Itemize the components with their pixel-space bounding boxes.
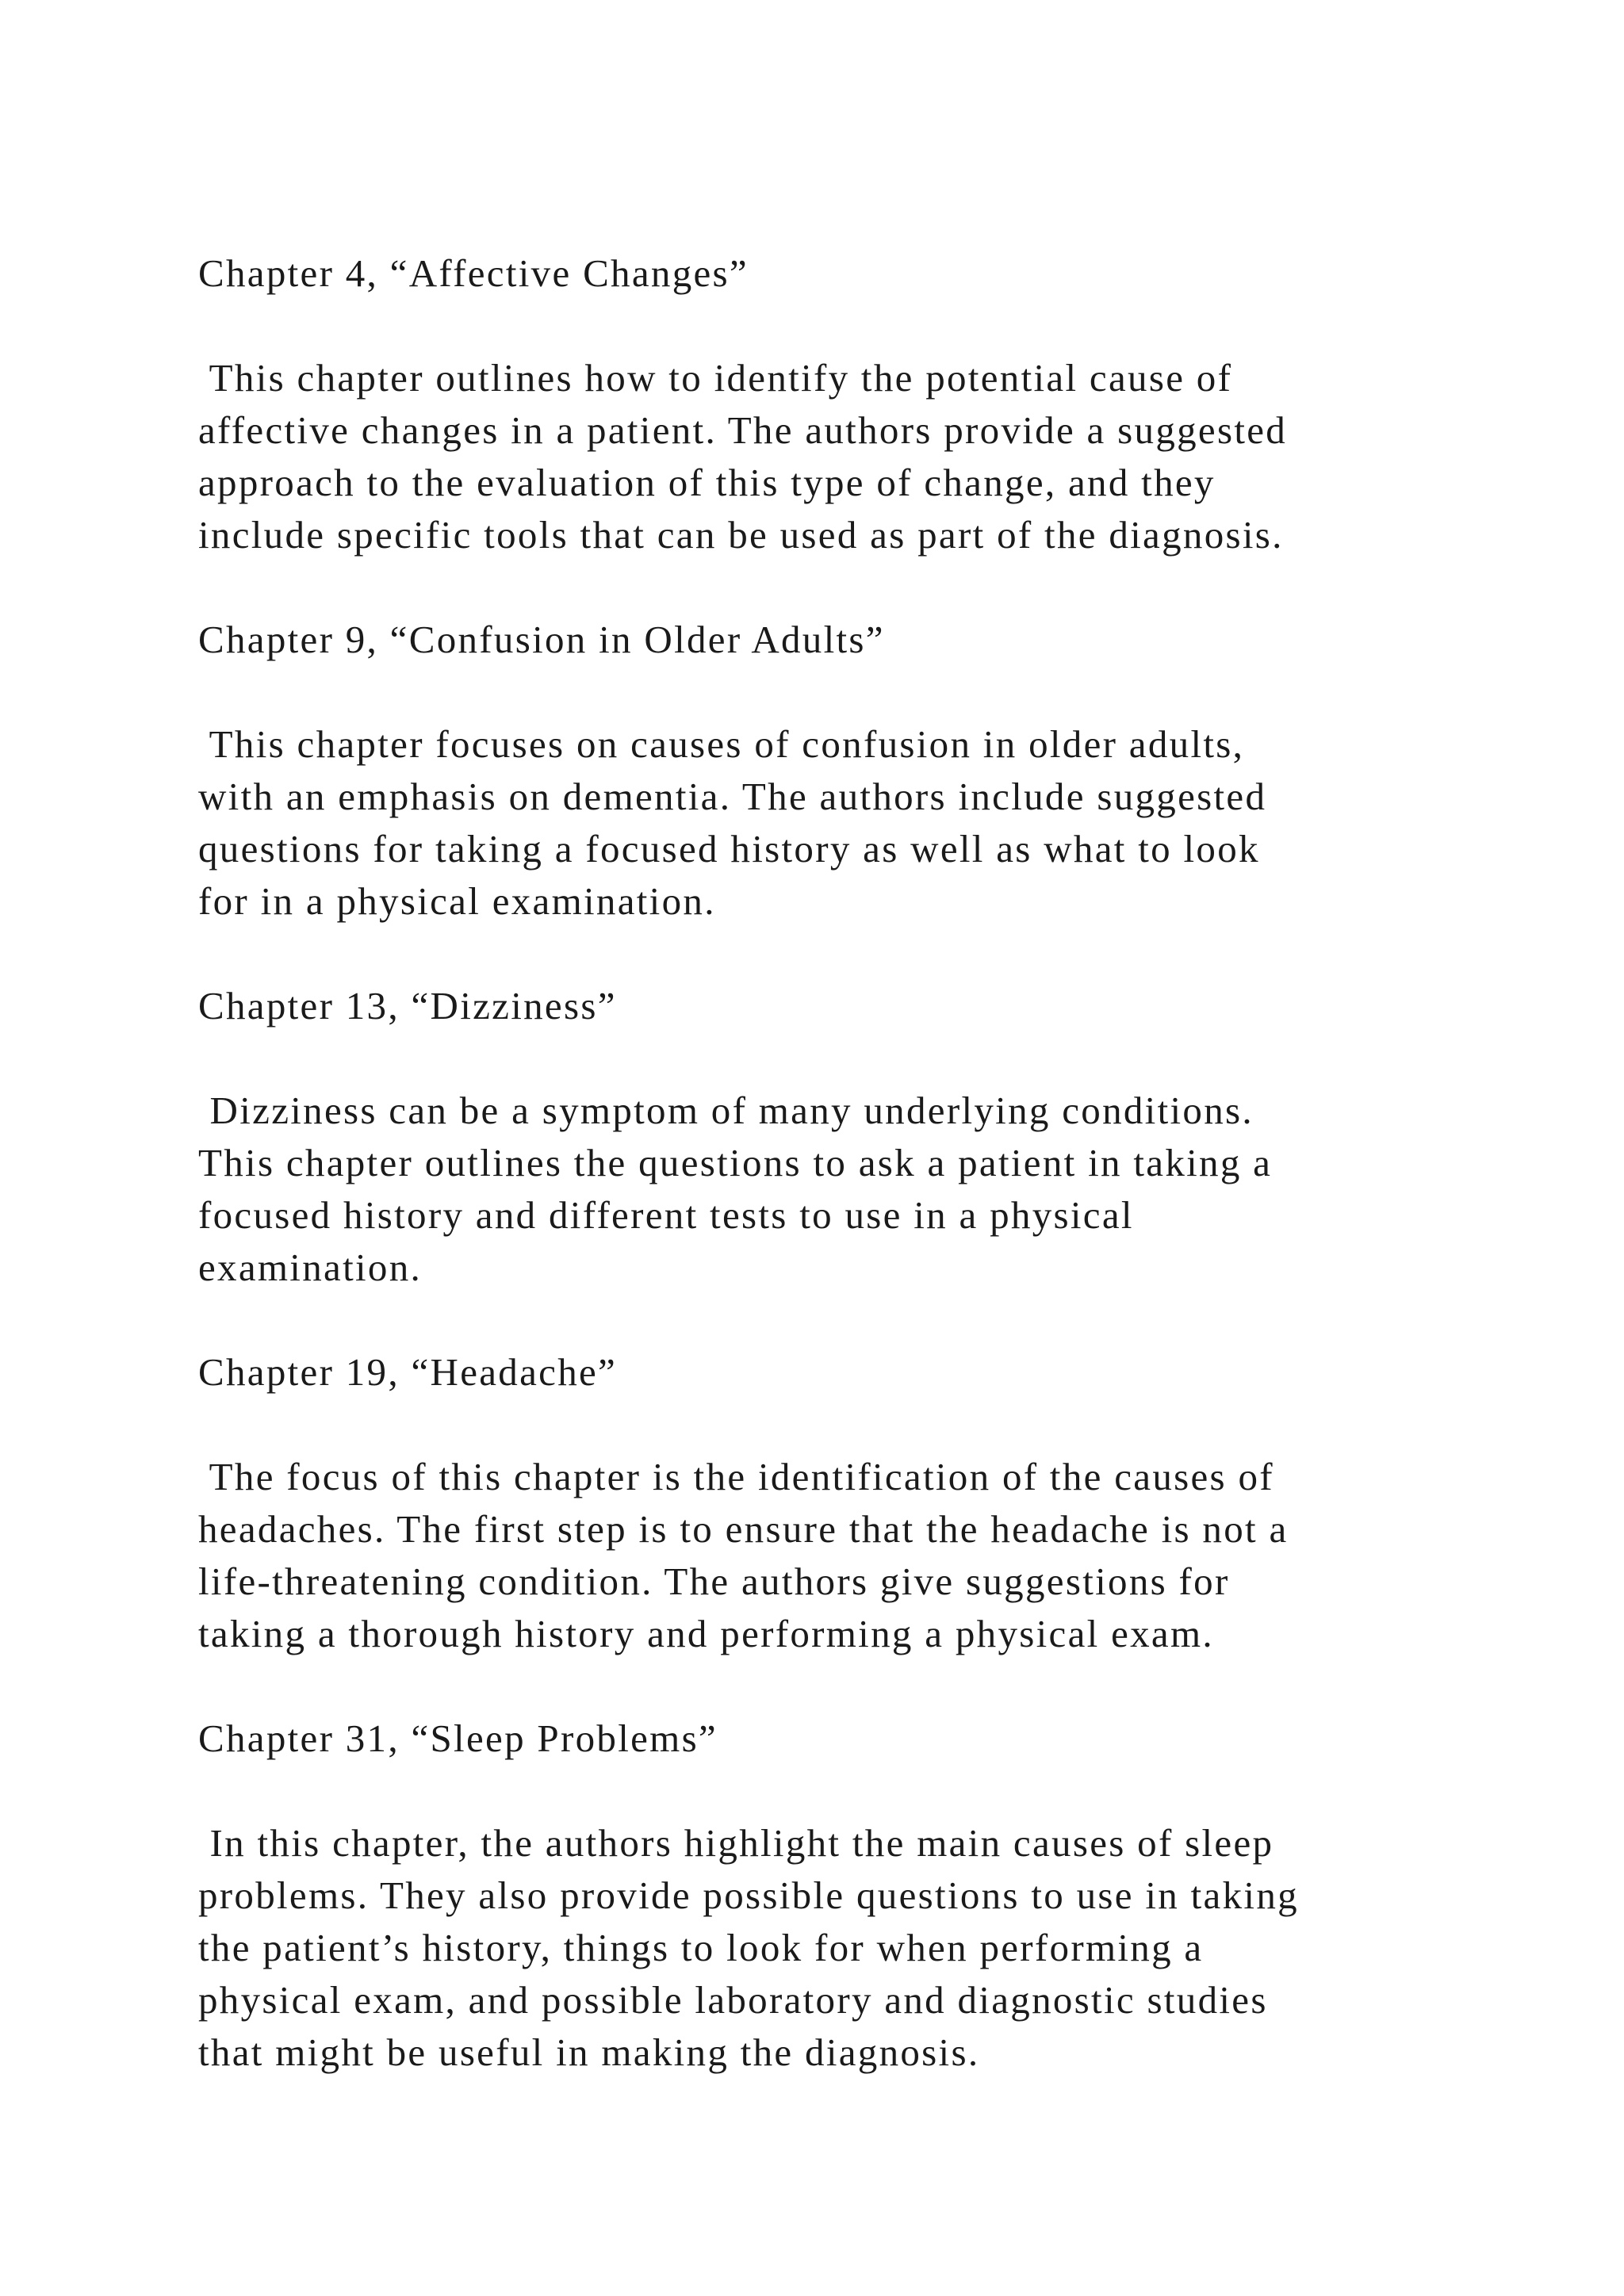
chapter-heading: Chapter 4, “Affective Changes” (198, 251, 749, 295)
body-line: with an emphasis on dementia. The authors include suggested (198, 775, 1267, 818)
chapter-section (198, 1712, 1546, 2079)
chapter-section (198, 614, 1546, 980)
paragraph-gap (198, 1399, 1546, 1451)
body-line: Dizziness can be a symptom of many underlying conditions. (198, 1089, 1254, 1132)
chapter-heading: Chapter 31, “Sleep Problems” (198, 1716, 718, 1760)
body-line: This chapter outlines the questions to ask a patient in taking a (198, 1141, 1273, 1184)
body-line: the patient’s history, things to look for when performing a (198, 1926, 1204, 1969)
paragraph-gap (198, 928, 1546, 980)
paragraph-gap (198, 666, 1546, 718)
chapter-heading: Chapter 9, “Confusion in Older Adults” (198, 618, 885, 661)
paragraph-gap (198, 1765, 1546, 1817)
body-line: questions for taking a focused history as well as what to look (198, 827, 1260, 871)
body-line: This chapter focuses on causes of confusion in older adults, (198, 722, 1245, 766)
body-line: life-threatening condition. The authors give suggestions for (198, 1559, 1230, 1603)
chapter-section (198, 980, 1546, 1346)
body-line: In this chapter, the authors highlight the main causes of sleep (198, 1821, 1274, 1865)
body-line: affective changes in a patient. The authors provide a suggested (198, 408, 1288, 452)
body-line: physical exam, and possible laboratory and diagnostic studies (198, 1978, 1268, 2022)
body-line: for in a physical examination. (198, 879, 716, 923)
paragraph-gap (198, 1660, 1546, 1712)
body-line: approach to the evaluation of this type of change, and they (198, 461, 1216, 504)
body-line: include specific tools that can be used as part of the diagnosis. (198, 513, 1284, 557)
paragraph-gap (198, 561, 1546, 614)
paragraph-gap (198, 1294, 1546, 1346)
chapter-heading: Chapter 13, “Dizziness” (198, 984, 617, 1027)
paragraph-gap (198, 1032, 1546, 1085)
document-page (198, 247, 1546, 2079)
body-line: The focus of this chapter is the identification of the causes of (198, 1455, 1274, 1498)
chapter-section (198, 247, 1546, 614)
body-line: headaches. The first step is to ensure that the headache is not a (198, 1507, 1289, 1551)
body-line: taking a thorough history and performing a physical exam. (198, 1612, 1214, 1655)
body-line: that might be useful in making the diagnosis. (198, 2030, 980, 2074)
body-line: This chapter outlines how to identify the potential cause of (198, 356, 1233, 400)
body-line: problems. They also provide possible questions to use in taking (198, 1873, 1299, 1917)
chapter-heading: Chapter 19, “Headache” (198, 1350, 618, 1394)
paragraph-gap (198, 300, 1546, 352)
body-line: focused history and different tests to use in a physical (198, 1193, 1134, 1237)
chapter-section (198, 1346, 1546, 1712)
body-line: examination. (198, 1246, 423, 1289)
